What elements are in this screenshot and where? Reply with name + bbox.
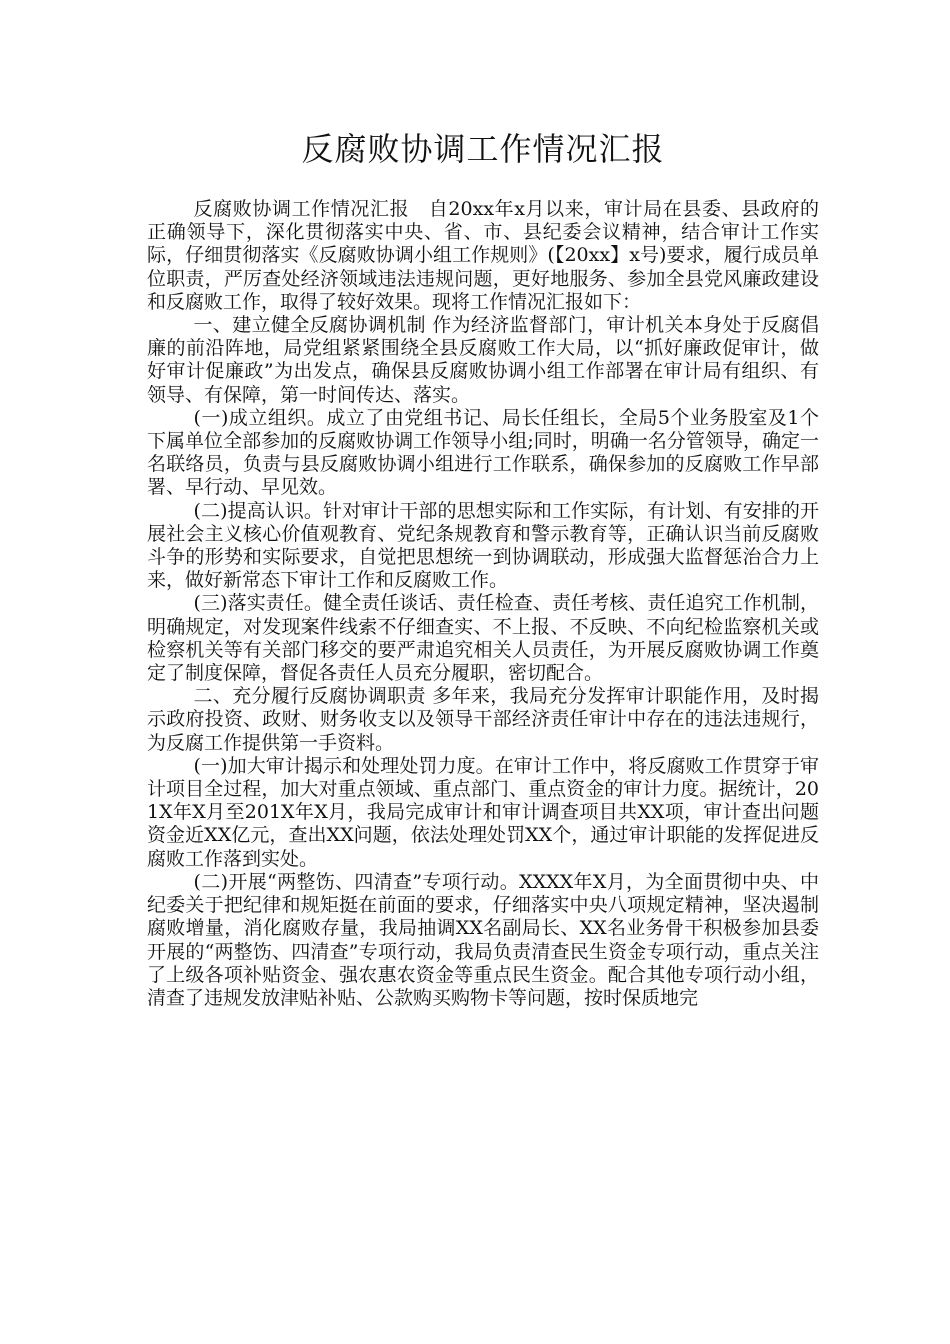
paragraph-section-1: 一、建立健全反腐协调机制 作为经济监督部门，审计机关本身处于反腐倡廉的前沿阵地，局党组紧紧围绕全县反腐败工作大局，以“抓好廉政促审计，做好审计促廉政”为出发点，确保县反腐败协调小组工作部署在审计局有组织、有领导、有保障，第一时间传达、落实。 <box>147 314 819 406</box>
paragraph-section-2-item-1: (一)加大审计揭示和处理处罚力度。在审计工作中，将反腐败工作贯穿于审计项目全过程，加大对重点领域、重点部门、重点资金的审计力度。据统计，201X年X月至201X年X月，我局完成审计和审计调查项目共XX项，审计查出问题资金近XX亿元，查出XX问题，依法处理处罚XX个，通过审计职能的发挥促进反腐败工作落到实处。 <box>147 754 819 870</box>
paragraph-section-2-item-2: (二)开展“两整饬、四清查”专项行动。XXXX年X月，为全面贯彻中央、中纪委关于把纪律和规矩挺在前面的要求，仔细落实中央八项规定精神，坚决遏制腐败增量，消化腐败存量，我局抽调XX名副局长、XX名业务骨干积极参加县委开展的“两整饬、四清查”专项行动，我局负责清查民生资金专项行动，重点关注了上级各项补贴资金、强农惠农资金等重点民生资金。配合其他专项行动小组，清查了违规发放津贴补贴、公款购买购物卡等问题，按时保质地完 <box>147 870 819 1009</box>
paragraph-section-1-item-2: (二)提高认识。针对审计干部的思想实际和工作实际，有计划、有安排的开展社会主义核心价值观教育、党纪条规教育和警示教育等，正确认识当前反腐败斗争的形势和实际要求，自觉把思想统一到协调联动，形成强大监督惩治合力上来，做好新常态下审计工作和反腐败工作。 <box>147 499 819 592</box>
paragraph-section-1-item-1: (一)成立组织。成立了由党组书记、局长任组长，全局5个业务股室及1个下属单位全部参加的反腐败协调工作领导小组;同时，明确一名分管领导，确定一名联络员，负责与县反腐败协调小组进行工作联系，确保参加的反腐败工作早部署、早行动、早见效。 <box>147 406 819 499</box>
paragraph-intro: 反腐败协调工作情况汇报 自20xx年x月以来，审计局在县委、县政府的正确领导下，深化贯彻落实中央、省、市、县纪委会议精神，结合审计工作实际，仔细贯彻落实《反腐败协调小组工作规则》(【20xx】x号)要求，履行成员单位职责，严厉查处经济领域违法违规问题，更好地服务、参加全县党风廉政建设和反腐败工作，取得了较好效果。现将工作情况汇报如下： <box>147 198 819 313</box>
document-title: 反腐败协调工作情况汇报 <box>301 130 665 168</box>
paragraph-section-1-item-3: (三)落实责任。健全责任谈话、责任检查、责任考核、责任追究工作机制，明确规定，对发现案件线索不仔细查实、不上报、不反映、不向纪检监察机关或检察机关等有关部门移交的要严肃追究相关人员责任，为开展反腐败协调工作奠定了制度保障，督促各责任人员充分履职，密切配合。 <box>147 592 819 685</box>
paragraph-section-2: 二、充分履行反腐协调职责 多年来，我局充分发挥审计职能作用，及时揭示政府投资、政财、财务收支以及领导干部经济责任审计中存在的违法违规行，为反腐工作提供第一手资料。 <box>147 685 819 754</box>
document-page <box>147 126 819 1010</box>
